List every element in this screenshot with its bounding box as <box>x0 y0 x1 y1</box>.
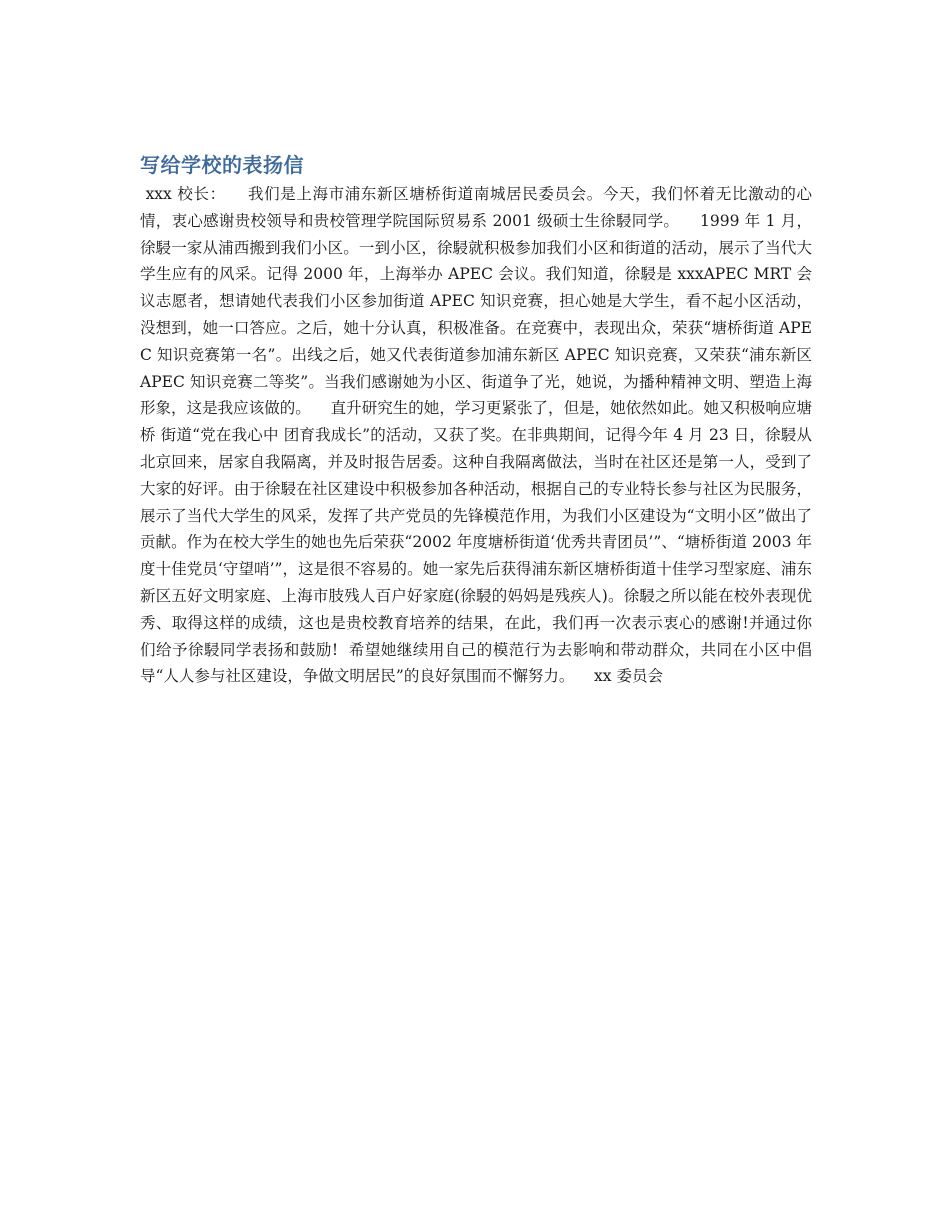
document-title: 写给学校的表扬信 <box>140 153 304 177</box>
letter-body: xxx 校长： 我们是上海市浦东新区塘桥街道南城居民委员会。今天，我们怀着无比激动的心情，衷心感谢贵校领导和贵校管理学院国际贸易系 2001 级硕士生徐駸同学。 1999 年 1 月，徐駸一家从浦西搬到我们小区。一到小区，徐駸就积极参加我们小区和街道的活动，展示了当代大学生应有的风采。记得 2000 年，上海举办 APEC 会议。我们知道，徐駸是 xxxAPEC MRT 会议志愿者，想请她代表我们小区参加街道 APEC 知识竞赛，担心她是大学生，看不起小区活动，没想到，她一口答应。之后，她十分认真，积极准备。在竞赛中，表现出众，荣获“塘桥街道 APEC 知识竞赛第一名”。出线之后，她又代表街道参加浦东新区 APEC 知识竞赛，又荣获“浦东新区 APEC 知识竞赛二等奖”。当我们感谢她为小区、街道争了光，她说，为播种精神文明、塑造上海形象，这是我应该做的。 直升研究生的她，学习更紧张了，但是，她依然如此。她又积极响应塘桥 街道“党在我心中 团育我成长”的活动，又获了奖。在非典期间，记得今年 4 月 23 日，徐駸从北京回来，居家自我隔离，并及时报告居委。这种自我隔离做法，当时在社区还是第一人，受到了大家的好评。由于徐駸在社区建设中积极参加各种活动，根据自己的专业特长参与社区为民服务，展示了当代大学生的风采，发挥了共产党员的先锋模范作用，为我们小区建设为“文明小区”做出了贡献。作为在校大学生的她也先后荣获“2002 年度塘桥街道‘优秀共青团员’”、“塘桥街道 2003 年度十佳党员‘守望哨’”，这是很不容易的。她一家先后获得浦东新区塘桥街道十佳学习型家庭、浦东新区五好文明家庭、上海市肢残人百户好家庭(徐駸的妈妈是残疾人)。徐駸之所以能在校外表现优秀、取得这样的成绩，这也是贵校教育培养的结果，在此，我们再一次表示衷心的感谢!并通过你们给予徐駸同学表扬和鼓励! 希望她继续用自己的模范行为去影响和带动群众，共同在小区中倡导“人人参与社区建设，争做文明居民”的良好氛围而不懈努力。 xx 委员会 <box>140 185 817 686</box>
